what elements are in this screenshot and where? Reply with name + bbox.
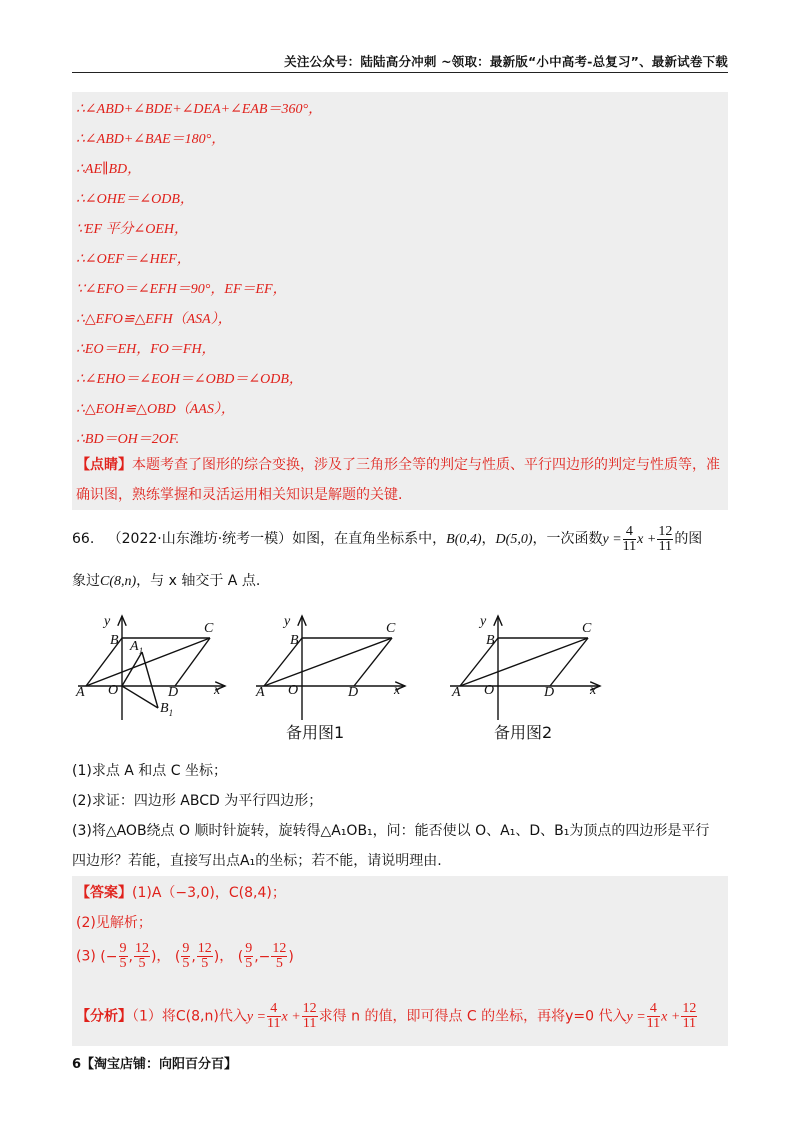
fraction [623, 525, 636, 554]
label-o: O [108, 683, 119, 698]
problem-statement-2 [72, 566, 728, 597]
subquestion-3-cont: 四边形？若能，直接写出点A₁的坐标；若不能，请说明理由. [72, 853, 442, 869]
frac-num: 4 [623, 525, 636, 540]
solution-line: ∴∠OEF＝∠HEF， [76, 252, 191, 267]
label-y: y [104, 614, 111, 629]
solution-line: ∴BD＝OH＝2OF. [76, 432, 180, 447]
fraction [657, 525, 673, 554]
label-c: C [386, 621, 396, 636]
label-b: B [110, 633, 119, 648]
solution-line: ∴AE∥BD， [76, 162, 142, 177]
problem-text: ，一次函数 [532, 531, 603, 547]
comment-note [76, 450, 724, 510]
point-b: B(0,4) [446, 532, 482, 547]
solution-line: ∴△EOH≌△OBD（AAS）， [76, 402, 235, 417]
subquestion-2: (2)求证：四边形 ABCD 为平行四边形； [72, 793, 323, 809]
problem-text: ，与 x 轴交于 A 点. [136, 573, 261, 589]
label-x: x [214, 683, 221, 698]
label-c: C [582, 621, 592, 636]
label-y: y [480, 614, 487, 629]
subquestion-1: (1)求点 A 和点 C 坐标； [72, 763, 227, 779]
label-b1: $B_1$ [160, 701, 174, 718]
comment-label: 【点睛】 [76, 457, 132, 473]
problem-statement [72, 524, 728, 555]
answer-3-item: ( $\frac{9}{5}$ ,− $\frac{12}{5}$ ) [237, 941, 294, 971]
answer-3: (3) (− $\frac{9}{5}$ , $\frac{12}{5}$ )， ( $\frac{9}{5}$ , $\frac{12}{5}$ )， ( $\frac{9}{5}$ ,− $\frac{12}{5}$ ) [76, 941, 294, 971]
point-d: D(5,0) [495, 532, 533, 547]
label-d: D [544, 685, 555, 700]
solution-line: ∴∠OHE＝∠ODB， [76, 192, 194, 207]
page-header: 关注公众号：陆陆高分冲刺 ~领取：最新版“小中高考-总复习”、最新试卷下载 [284, 54, 728, 69]
answer-block [72, 876, 728, 1046]
label-b: B [290, 633, 299, 648]
subquestion-3: (3)将△AOB绕点 O 顺时针旋转，旋转得△A₁OB₁，问：能否使以 O、A₁、D、B₁为顶点的四边形是平行 [72, 823, 710, 839]
page-footer: 6【淘宝店铺：向阳百分百】 [72, 1057, 238, 1072]
separator: ， [481, 531, 496, 547]
solution-line: ∴△EFO≌△EFH（ASA）， [76, 312, 232, 327]
func-lhs: y = [602, 532, 622, 547]
segment-oa1 [122, 652, 142, 686]
answer-1 [76, 882, 286, 902]
label-c: C [204, 621, 214, 636]
answer-label: 【答案】 [76, 885, 132, 901]
problem-text: 象过 [72, 573, 100, 589]
caption-backup-1: 备用图1 [286, 723, 345, 742]
label-b: B [486, 633, 495, 648]
figures [0, 600, 800, 750]
label-y: y [284, 614, 291, 629]
solution-line: ∵∠EFO＝∠EFH＝90°，EF＝EF， [76, 282, 287, 297]
answer-1-text: (1)A（−3,0)，C(8,4)； [132, 885, 286, 901]
solution-line: ∵EF 平分∠OEH， [76, 222, 189, 237]
solution-line: ∴∠ABD+∠BDE+∠DEA+∠EAB＝360°， [76, 102, 323, 117]
label-o: O [484, 683, 495, 698]
answer-3-item: ( $\frac{9}{5}$ , $\frac{12}{5}$ ) [174, 941, 220, 971]
answer-3-item: (− $\frac{9}{5}$ , $\frac{12}{5}$ ) [100, 941, 157, 971]
backup-figure-2 [450, 616, 600, 720]
problem-number: 66. [72, 531, 95, 547]
label-d: D [348, 685, 359, 700]
label-a: A [256, 685, 265, 700]
solution-line: ∴∠EHO＝∠EOH＝∠OBD＝∠ODB， [76, 372, 303, 387]
func-x: x + [637, 532, 657, 547]
label-x: x [590, 683, 597, 698]
backup-figure-1 [256, 616, 405, 720]
frac-num: 12 [658, 523, 673, 539]
label-a: A [452, 685, 461, 700]
problem-text: 的图 [674, 531, 703, 547]
problem-source: （2022·山东潍坊·统考一模） [107, 531, 293, 547]
point-c: C(8,n) [100, 574, 137, 589]
header-rule [72, 72, 728, 73]
problem-text: 如图，在直角坐标系中， [292, 531, 447, 547]
answer-3-prefix: (3) [76, 948, 96, 965]
analysis: 【分析】（1）将C(8,n)代入y = $\frac{4}{11}$ x + $\frac{12}{11}$ 求得 n 的值，即可得点 C 的坐标，再将y=0 代入y = $\frac{4}{11}$ x + $\frac{12}{11}$ [76, 1001, 697, 1031]
label-d: D [168, 685, 179, 700]
solution-block [72, 92, 728, 510]
frac-den: 11 [658, 538, 673, 554]
label-o: O [288, 683, 299, 698]
answer-2: (2)见解析； [76, 915, 152, 931]
frac-den: 11 [622, 538, 637, 554]
solution-line: ∴EO＝EH，FO＝FH， [76, 342, 216, 357]
comment-text: 本题考查了图形的综合变换，涉及了三角形全等的判定与性质、平行四边形的判定与性质等，准确识图，熟练掌握和灵活运用相关知识是解题的关键. [76, 457, 720, 503]
label-x: x [394, 683, 401, 698]
solution-line: ∴∠ABD+∠BAE＝180°， [76, 132, 226, 147]
analysis-label: 【分析】 [76, 1008, 132, 1025]
label-a1: $A_1$ [130, 639, 144, 656]
main-figure [78, 616, 225, 720]
caption-backup-2: 备用图2 [494, 723, 553, 742]
label-a: A [76, 685, 85, 700]
